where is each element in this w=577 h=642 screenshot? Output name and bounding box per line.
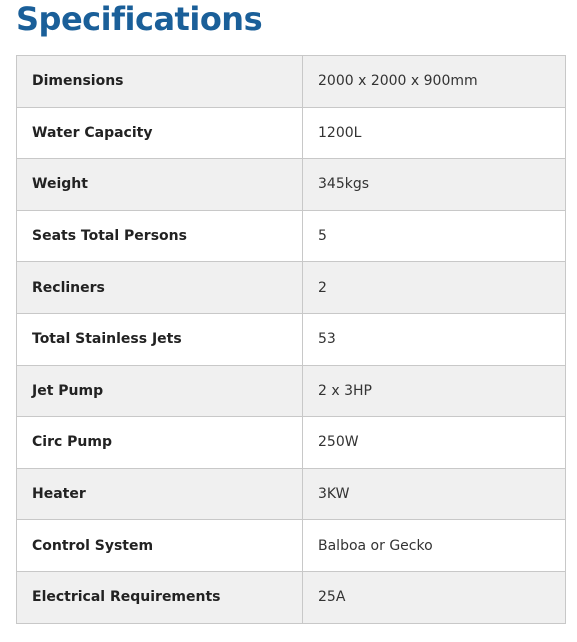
- spec-label: Seats Total Persons: [17, 210, 303, 262]
- page-title: Specifications: [16, 0, 263, 38]
- spec-value: 345kgs: [303, 159, 566, 211]
- spec-label: Electrical Requirements: [17, 571, 303, 623]
- table-row: [17, 107, 566, 159]
- spec-label: Total Stainless Jets: [17, 313, 303, 365]
- spec-label: Water Capacity: [17, 107, 303, 159]
- spec-value: 1200L: [303, 107, 566, 159]
- table-row: [17, 365, 566, 417]
- table-row: [17, 210, 566, 262]
- spec-label: Dimensions: [17, 56, 303, 108]
- spec-value: 5: [303, 210, 566, 262]
- table-row: [17, 313, 566, 365]
- spec-value: 2: [303, 262, 566, 314]
- spec-label: Recliners: [17, 262, 303, 314]
- table-row: [17, 56, 566, 108]
- specifications-table: [16, 55, 566, 624]
- spec-value: Balboa or Gecko: [303, 520, 566, 572]
- spec-value: 250W: [303, 417, 566, 469]
- spec-value: 3KW: [303, 468, 566, 520]
- spec-label: Jet Pump: [17, 365, 303, 417]
- table-row: [17, 468, 566, 520]
- table-row: [17, 520, 566, 572]
- spec-label: Circ Pump: [17, 417, 303, 469]
- table-row: [17, 262, 566, 314]
- table-row: [17, 571, 566, 623]
- spec-value: 25A: [303, 571, 566, 623]
- table-row: [17, 417, 566, 469]
- table-row: [17, 159, 566, 211]
- spec-label: Control System: [17, 520, 303, 572]
- spec-value: 2000 x 2000 x 900mm: [303, 56, 566, 108]
- spec-value: 2 x 3HP: [303, 365, 566, 417]
- spec-label: Weight: [17, 159, 303, 211]
- spec-value: 53: [303, 313, 566, 365]
- spec-label: Heater: [17, 468, 303, 520]
